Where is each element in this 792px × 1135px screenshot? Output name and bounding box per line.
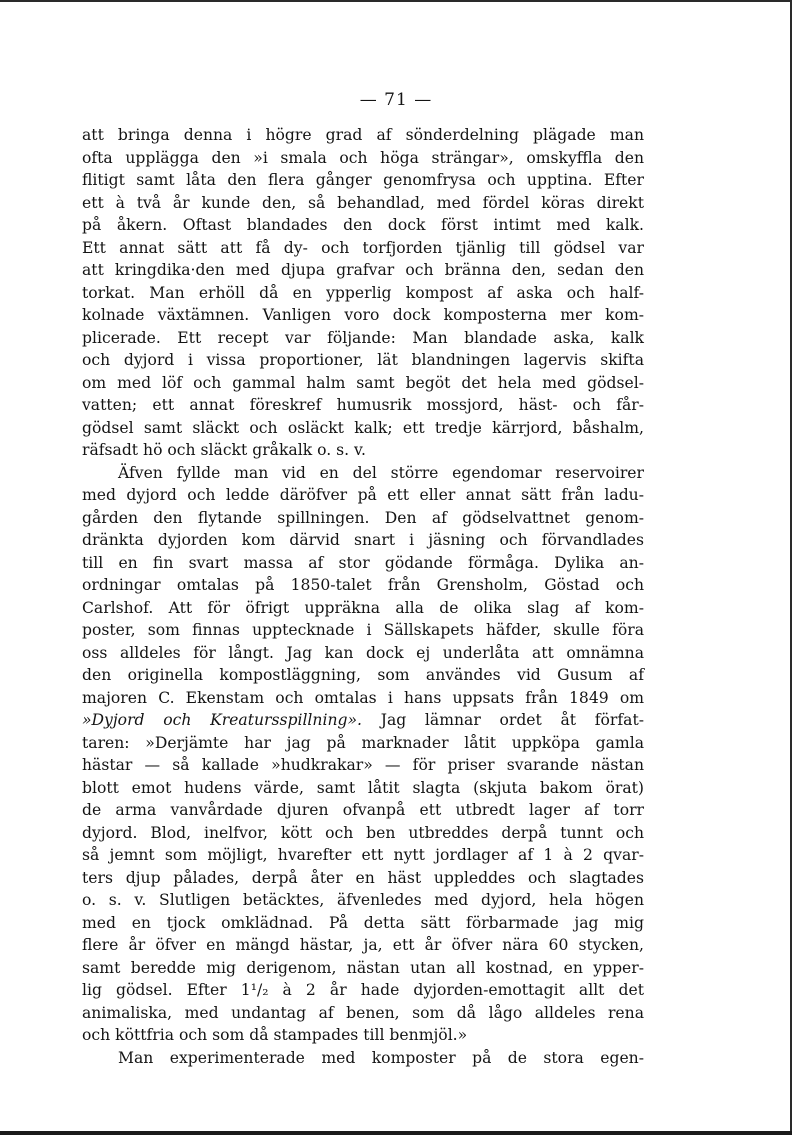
paragraph-start-line: Äfven fyllde man vid en del större egendomar reservoirer	[118, 463, 644, 482]
text-line: torkat. Man erhöll då en ypperlig kompost af aska och half-	[82, 283, 644, 302]
text-line: o. s. v. Slutligen betäcktes, äfvenledes med dyjord, hela högen	[82, 891, 644, 909]
text-line: lig gödsel. Efter 1¹/₂ à 2 år hade dyjorden-emottagit allt det	[82, 981, 644, 999]
text-line: animaliska, med undantag af benen, som då lågo alldeles rena	[82, 1003, 644, 1022]
text-line: till en fin svart massa af stor gödande förmåga. Dylika an-	[82, 553, 644, 572]
page-number: — 71 —	[359, 90, 433, 110]
text-line: gården den flytande spillningen. Den af gödselvattnet genom-	[82, 508, 644, 527]
text-line: Ett annat sätt att få dy- och torfjorden tjänlig till gödsel var	[82, 238, 644, 257]
text-line: ofta upplägga den »i smala och höga strängar», omskyffla den	[82, 148, 644, 167]
text-line: att kringdika·den med djupa grafvar och bränna den, sedan den	[82, 261, 644, 279]
text-line: dyjord. Blod, inelfvor, kött och ben utbreddes derpå tunnt och	[82, 823, 644, 842]
text-line-with-title	[82, 709, 644, 732]
text-line: blott emot hudens värde, samt låtit slagta (skjuta bakom örat)	[82, 778, 644, 797]
text-line: med dyjord och ledde däröfver på ett eller annat sätt från ladu-	[82, 486, 644, 504]
text-line-rest: Jag lämnar ordet åt förfat-	[380, 711, 644, 729]
text-line: majoren C. Ekenstam och omtalas i hans uppsats från 1849 om	[82, 688, 644, 707]
body-text	[82, 124, 644, 1069]
text-line: ett à två år kunde den, så behandlad, med fördel köras direkt	[82, 193, 644, 212]
paragraph-end-line: och köttfria och som då stampades till benmjöl.»	[82, 1026, 468, 1044]
text-line: poster, som finnas upptecknade i Sällskapets häfder, skulle föra	[82, 621, 644, 639]
paragraph-end-line: räfsadt hö och släckt gråkalk o. s. v.	[82, 441, 366, 459]
text-line: på åkern. Oftast blandades den dock först intimt med kalk.	[82, 216, 644, 234]
text-line: vatten; ett annat föreskref humusrik mossjord, häst- och får-	[82, 396, 644, 414]
text-line: så jemnt som möjligt, hvarefter ett nytt jordlager af 1 à 2 qvar-	[82, 846, 644, 864]
text-line: ordningar omtalas på 1850-talet från Grensholm, Göstad och	[82, 576, 644, 594]
paragraph-start-line: Man experimenterade med komposter på de stora egen-	[118, 1048, 644, 1067]
text-line: samt beredde mig derigenom, nästan utan all kostnad, en ypper-	[82, 958, 644, 977]
text-line: Carlshof. Att för öfrigt uppräkna alla de olika slag af kom-	[82, 598, 644, 617]
text-line: flere år öfver en mängd hästar, ja, ett år öfver nära 60 stycken,	[82, 936, 644, 954]
text-line: om med löf och gammal halm samt begöt det hela med gödsel-	[82, 373, 644, 392]
text-line: taren: »Derjämte har jag på marknader låtit uppköpa gamla	[82, 733, 644, 752]
text-line: med en tjock omklädnad. På detta sätt förbarmade jag mig	[82, 913, 644, 932]
text-line: att bringa denna i högre grad af sönderdelning plägade man	[82, 126, 644, 144]
publication-title: »Dyjord och Kreatursspillning».	[82, 711, 362, 729]
text-line: den originella kompostläggning, som användes vid Gusum af	[82, 666, 644, 684]
text-line: de arma vanvårdade djuren ofvanpå ett utbredt lager af torr	[82, 801, 644, 819]
text-line: plicerade. Ett recept var följande: Man blandade aska, kalk	[82, 328, 644, 347]
bottom-edge-rule	[0, 1131, 792, 1135]
text-line: oss alldeles för långt. Jag kan dock ej underlåta att omnämna	[82, 643, 644, 662]
text-line: dränkta dyjorden kom därvid snart i jäsning och förvandlades	[82, 531, 644, 549]
text-line: och dyjord i vissa proportioner, lät blandningen lagervis skifta	[82, 351, 644, 369]
text-line: kolnade växtämnen. Vanligen voro dock komposterna mer kom-	[82, 306, 644, 324]
text-line: ters djup pålades, derpå åter en häst uppleddes och slagtades	[82, 868, 644, 887]
text-line: flitigt samt låta den flera gånger genomfrysa och upptina. Efter	[82, 171, 644, 189]
text-line: hästar — så kallade »hudkrakar» — för priser svarande nästan	[82, 756, 644, 774]
top-edge-rule	[0, 0, 792, 2]
text-line: gödsel samt släckt och osläckt kalk; ett tredje kärrjord, båshalm,	[82, 418, 644, 437]
